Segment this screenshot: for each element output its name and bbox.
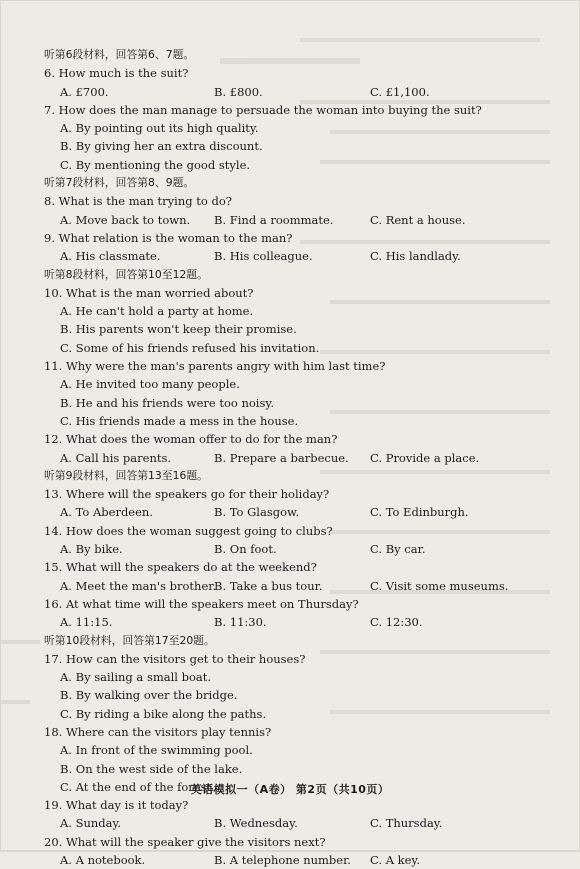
- option-a: A. Call his parents.: [60, 450, 172, 465]
- option-b: B. Wednesday.: [214, 816, 298, 831]
- option-a: A. By sailing a small boat.: [60, 670, 212, 685]
- option-a: A. £700.: [60, 84, 109, 99]
- option-a: A. He invited too many people.: [60, 377, 240, 392]
- options-12: [44, 449, 544, 467]
- options-15: [44, 577, 544, 595]
- question-9: 9. What relation is the woman to the man?: [44, 230, 293, 245]
- options-19: [44, 814, 544, 832]
- option-b: B. His parents won't keep their promise.: [60, 322, 297, 337]
- question-18: 18. Where can the visitors play tennis?: [44, 724, 272, 739]
- option-a: A. A notebook.: [60, 853, 146, 868]
- option-b: B. By walking over the bridge.: [60, 688, 238, 703]
- options-13: [44, 503, 544, 521]
- option-a: A. He can't hold a party at home.: [60, 304, 254, 319]
- option-b: B. 11:30.: [214, 615, 267, 630]
- question-19: 19. What day is it today?: [44, 798, 189, 813]
- question-7: 7. How does the man manage to persuade the woman into buying the suit?: [44, 102, 482, 117]
- option-a: A. Sunday.: [60, 816, 122, 831]
- option-c: C. His friends made a mess in the house.: [60, 413, 299, 428]
- option-c: C. Some of his friends refused his invitation.: [60, 340, 320, 355]
- option-c: C. £1,100.: [370, 84, 430, 99]
- section-heading: 听第6段材料，回答第6、7题。: [44, 48, 195, 61]
- option-c: C. By mentioning the good style.: [60, 157, 251, 172]
- option-b: B. On the west side of the lake.: [60, 761, 243, 776]
- option-c: C. Thursday.: [370, 816, 443, 831]
- option-c: C. At the end of the forest.: [60, 779, 215, 794]
- question-6: 6. How much is the suit?: [44, 66, 189, 81]
- option-b: B. On foot.: [214, 542, 277, 557]
- section-heading: 听第8段材料，回答第10至12题。: [44, 267, 208, 281]
- option-a: A. 11:15.: [60, 615, 113, 630]
- section-heading: 听第10段材料，回答第17至20题。: [44, 633, 215, 647]
- question-8: 8. What is the man trying to do?: [44, 194, 232, 209]
- options-16: [44, 613, 544, 631]
- option-c: C. Provide a place.: [370, 450, 480, 465]
- option-b: B. £800.: [214, 84, 263, 99]
- option-a: A. Move back to town.: [60, 212, 191, 227]
- options-20: [44, 851, 544, 869]
- option-b: B. He and his friends were too noisy.: [60, 395, 275, 410]
- option-b: B. Find a roommate.: [214, 212, 334, 227]
- option-c: C. Visit some museums.: [370, 578, 509, 593]
- question-list: [44, 46, 544, 869]
- option-a: A. By bike.: [60, 542, 123, 557]
- option-a: A. By pointing out its high quality.: [60, 121, 259, 136]
- options-9: [44, 247, 544, 265]
- option-b: B. A telephone number.: [214, 853, 351, 868]
- question-17: 17. How can the visitors get to their houses?: [44, 651, 306, 666]
- option-c: C. By car.: [370, 542, 426, 557]
- section-heading: 听第7段材料，回答第8、9题。: [44, 176, 195, 190]
- option-a: A. In front of the swimming pool.: [60, 743, 253, 758]
- options-14: [44, 540, 544, 558]
- page-footer: 英语模拟一（A卷） 第2页（共10页）: [190, 783, 390, 796]
- option-b: B. By giving her an extra discount.: [60, 139, 263, 154]
- options-8: [44, 211, 544, 229]
- options-6: [44, 83, 544, 101]
- question-13: 13. Where will the speakers go for their holiday?: [44, 487, 330, 502]
- question-11: 11. Why were the man's parents angry with him last time?: [44, 359, 386, 374]
- option-a: A. To Aberdeen.: [60, 505, 153, 520]
- question-15: 15. What will the speakers do at the weekend?: [44, 560, 317, 575]
- question-12: 12. What does the woman offer to do for the man?: [44, 432, 338, 447]
- option-b: B. To Glasgow.: [214, 505, 300, 520]
- option-c: C. 12:30.: [370, 615, 423, 630]
- question-14: 14. How does the woman suggest going to clubs?: [44, 523, 333, 538]
- option-c: C. A key.: [370, 853, 421, 868]
- option-c: C. Rent a house.: [370, 212, 466, 227]
- option-b: B. Take a bus tour.: [214, 578, 323, 593]
- question-20: 20. What will the speaker give the visitors next?: [44, 834, 326, 849]
- option-c: C. By riding a bike along the paths.: [60, 706, 267, 721]
- question-16: 16. At what time will the speakers meet on Thursday?: [44, 596, 359, 611]
- option-c: C. To Edinburgh.: [370, 505, 469, 520]
- option-b: B. Prepare a barbecue.: [214, 450, 349, 465]
- option-b: B. His colleague.: [214, 249, 313, 264]
- option-c: C. His landlady.: [370, 249, 461, 264]
- question-10: 10. What is the man worried about?: [44, 285, 254, 300]
- option-a: A. His classmate.: [60, 249, 161, 264]
- section-heading: 听第9段材料，回答第13至16题。: [44, 468, 208, 482]
- option-a: A. Meet the man's brother.: [60, 578, 217, 593]
